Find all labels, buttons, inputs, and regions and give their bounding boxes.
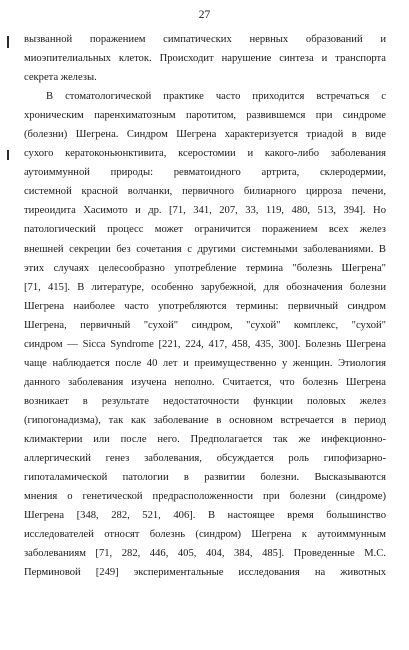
text-line: секрета железы. <box>24 72 97 84</box>
text-line: внешней секреции без сочетания с другими системными заболеваниями. В <box>24 243 386 255</box>
margin-mark <box>7 36 9 48</box>
text-line: синдром — Sicca Syndrome [221, 224, 417, 458, 435, 300]. Болезнь Шегрена <box>24 338 386 350</box>
text-line: Перминовой [249] экспериментальные исследования на животных <box>24 567 386 579</box>
text-line: (болезни) Шегрена. Синдром Шегрена характеризуется триадой в виде <box>24 129 386 141</box>
body-text <box>24 30 386 582</box>
margin-mark <box>7 150 9 160</box>
text-line: сухого кератоконьюнктивита, ксеростомии и какого-либо заболевания <box>24 148 386 160</box>
text-line: [71, 415]. В литературе, особенно зарубежной, для обозначения болезни <box>24 281 386 293</box>
text-line: хроническим паренхиматозным паротитом, развившемся при синдроме <box>24 110 386 122</box>
text-line: тиреоидита Хасимото и др. [71, 341, 207, 33, 119, 480, 513, 394]. Но <box>24 205 386 217</box>
text-line: Шегрена наиболее часто употребляются термины: первичный синдром <box>24 300 386 312</box>
text-line: Шегрена [348, 282, 521, 406]. В настоящее время большинство <box>24 510 386 522</box>
text-line: системной красной волчанки, первичного билиарного цирроза печени, <box>24 186 386 198</box>
text-line: данного заболевания изучена неполно. Считается, что болезнь Шегрена <box>24 376 386 388</box>
text-line: миоэпителиальных клеток. Происходит нарушение синтеза и транспорта <box>24 53 386 65</box>
paragraph <box>24 87 386 582</box>
text-line: вызванной поражением симпатических нервных образований и <box>24 34 386 45</box>
text-line: патологический процесс может ограничится поражением всех желез <box>24 224 386 236</box>
text-line: (гипогонадизма), так как заболевание в основном встречается в период <box>24 414 386 426</box>
text-line: климактерии или после него. Предполагается так же инфекционно- <box>24 433 386 445</box>
text-line: В стоматологической практике часто приходится встречаться с <box>46 91 386 103</box>
text-line: чаще наблюдается после 40 лет и преимущественно у женщин. Этиология <box>24 357 386 369</box>
page-number: 27 <box>198 9 211 21</box>
text-line: Шегрена, первичный "сухой" синдром, "сухой" комплекс, "сухой" <box>24 319 386 331</box>
text-line: аутоиммунной природы: ревматоидного артрита, склеродермии, <box>24 167 386 179</box>
text-line: исследователей относят болезнь (синдром) Шегрена к аутоиммунным <box>24 529 386 541</box>
text-line: мнения о генетической предрасположенности при болезни (синдроме) <box>24 491 386 503</box>
text-line: этих случаях целесообразно употребление термина "болезнь Шегрена" <box>24 262 386 274</box>
text-line: аллергический генез заболевания, обсуждается роль гипофизарно- <box>24 453 386 465</box>
paragraph <box>24 30 386 87</box>
text-line: гипоталамической патологии в развитии болезни. Высказываются <box>24 472 386 484</box>
text-line: возникает в результате недостаточности функции половых желез <box>24 395 386 407</box>
text-line: заболеваниям [71, 282, 446, 405, 404, 384, 485]. Проведенные М.С. <box>24 548 386 560</box>
